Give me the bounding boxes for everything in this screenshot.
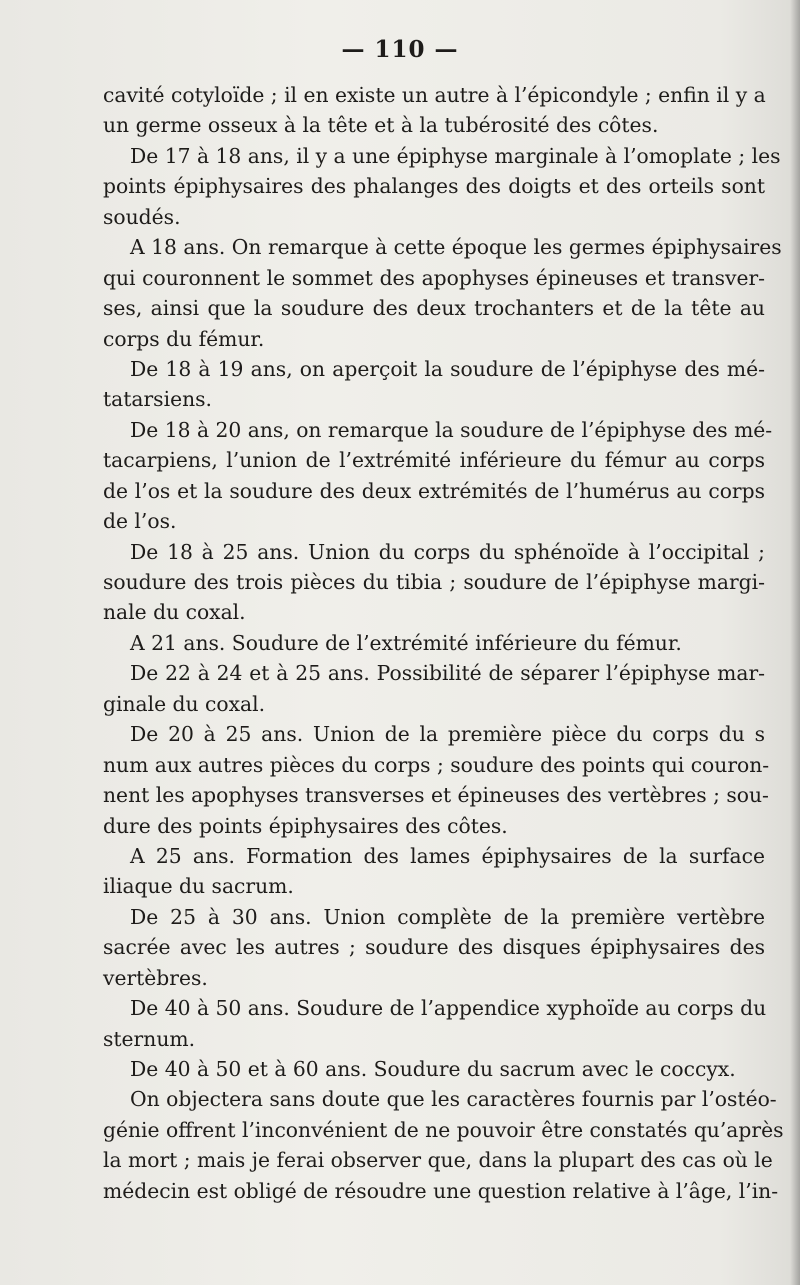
page-text	[103, 80, 784, 1206]
text-line: un germe osseux à la tête et à la tubérosité des côtes.	[103, 113, 659, 138]
text-line: ses, ainsi que la soudure des deux trochanters et de la tête au	[103, 296, 765, 321]
text-line: num aux autres pièces du corps ; soudure des points qui couron-	[103, 752, 770, 777]
page-number: — 110 —	[341, 36, 459, 63]
text-line: tatarsiens.	[103, 387, 212, 412]
text-line: dure des points épiphysaires des côtes.	[103, 813, 508, 838]
text-line: De 20 à 25 ans. Union de la première pièce du corps du s	[130, 722, 765, 747]
text-line: De 22 à 24 et à 25 ans. Possibilité de séparer l’épiphyse mar-	[130, 661, 765, 686]
text-line: De 18 à 20 ans, on remarque la soudure de l’épiphyse des mé-	[130, 417, 773, 442]
text-line: tacarpiens, l’union de l’extrémité inférieure du fémur au corps	[103, 448, 765, 473]
text-line: A 21 ans. Soudure de l’extrémité inférieure du fémur.	[130, 630, 682, 655]
text-line: sternum.	[103, 1026, 196, 1051]
text-line: De 40 à 50 et à 60 ans. Soudure du sacrum avec le coccyx.	[130, 1057, 736, 1081]
text-line: points épiphysaires des phalanges des doigts et des orteils sont	[103, 174, 765, 199]
text-line: qui couronnent le sommet des apophyses épineuses et transver-	[103, 265, 765, 290]
text-line: ginale du coxal.	[103, 691, 266, 716]
text-line: De 25 à 30 ans. Union complète de la première vertèbre	[130, 904, 765, 929]
text-line: A 18 ans. On remarque à cette époque les germes épiphysaires	[130, 235, 782, 260]
text-line: vertèbres.	[103, 965, 208, 990]
text-line: nale du coxal.	[103, 600, 246, 625]
text-line: la mort ; mais je ferai observer que, dans la plupart des cas où le	[103, 1148, 773, 1173]
text-line: génie offrent l’inconvénient de ne pouvoir être constatés qu’après	[103, 1117, 784, 1142]
text-line: sacrée avec les autres ; soudure des disques épiphysaires des	[103, 935, 765, 960]
text-line: iliaque du sacrum.	[103, 874, 294, 899]
text-line: médecin est obligé de résoudre une question relative à l’âge, l’in-	[103, 1178, 779, 1203]
text-line: De 40 à 50 ans. Soudure de l’appendice xyphoïde au corps du	[130, 996, 767, 1021]
text-line: corps du fémur.	[103, 326, 265, 351]
text-line: nent les apophyses transverses et épineuses des vertèbres ; sou-	[103, 783, 769, 808]
text-line: De 17 à 18 ans, il y a une épiphyse marginale à l’omoplate ; les	[130, 143, 781, 168]
text-line: A 25 ans. Formation des lames épiphysaires de la surface	[130, 843, 765, 868]
text-line: De 18 à 25 ans. Union du corps du sphénoïde à l’occipital ;	[130, 539, 765, 564]
text-line: soudure des trois pièces du tibia ; soudure de l’épiphyse margi-	[103, 570, 765, 594]
text-line: de l’os.	[103, 509, 177, 534]
text-line: On objectera sans doute que les caractères fournis par l’ostéo-	[130, 1087, 777, 1112]
text-line: de l’os et la soudure des deux extrémités de l’humérus au corps	[103, 478, 765, 503]
text-line: soudés.	[103, 204, 181, 229]
text-line: cavité cotyloïde ; il en existe un autre à l’épicondyle ; enfin il y a	[103, 83, 766, 107]
text-line: De 18 à 19 ans, on aperçoit la soudure de l’épiphyse des mé-	[130, 356, 765, 381]
page-edge-shadow	[790, 0, 800, 1285]
